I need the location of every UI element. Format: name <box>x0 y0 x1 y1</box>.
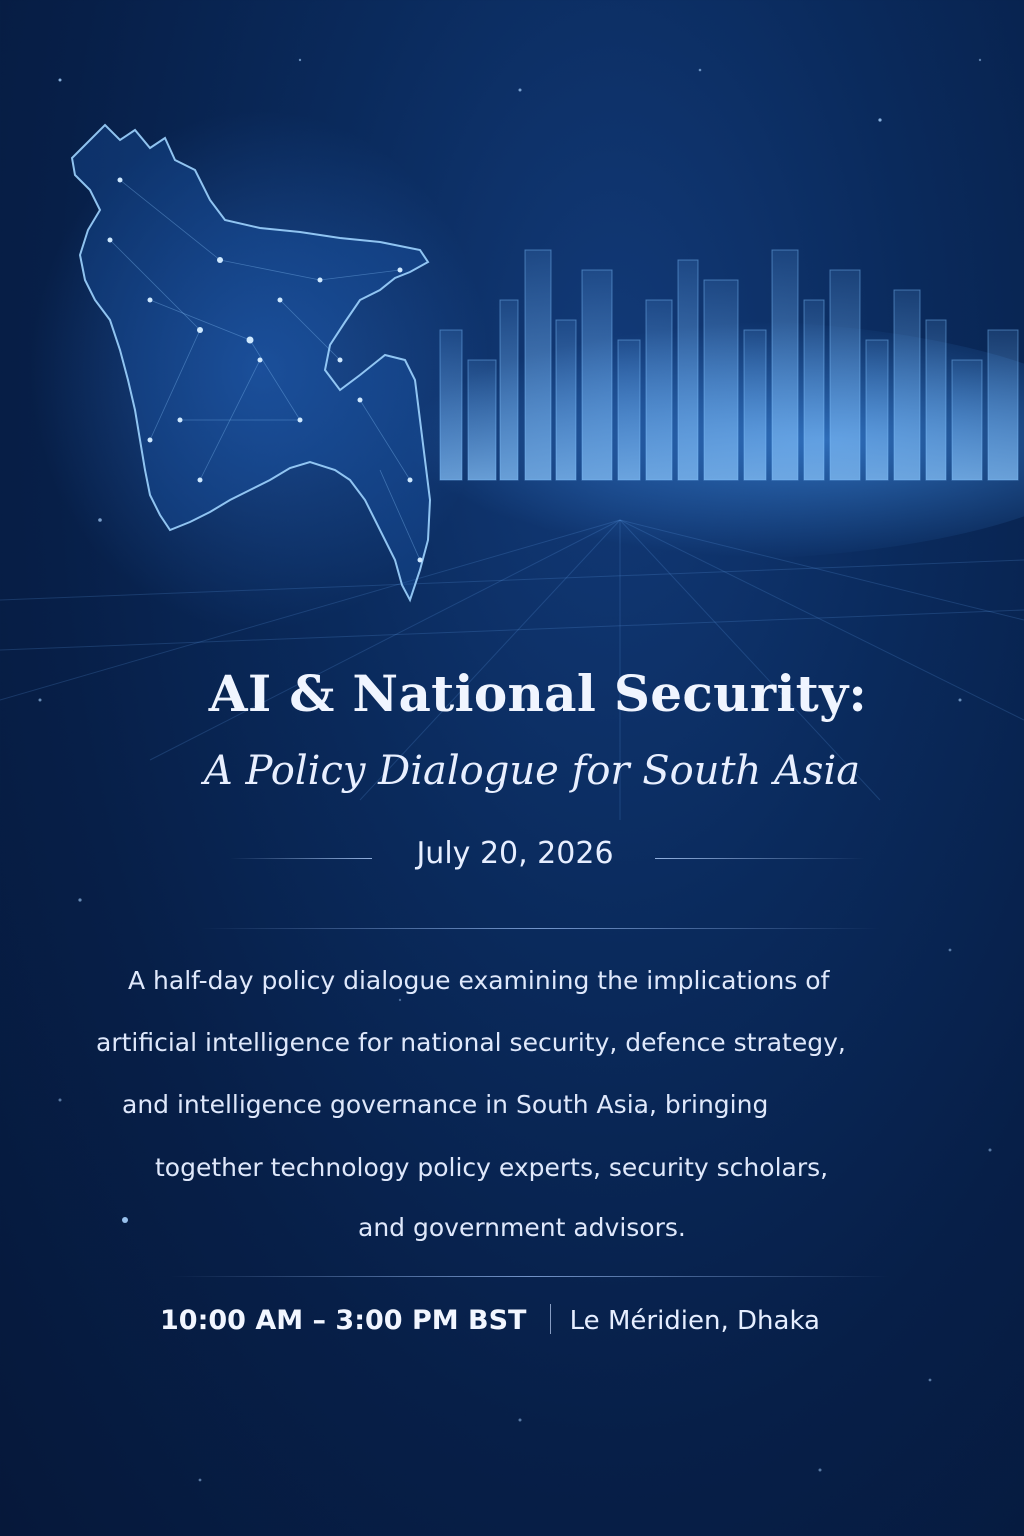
detail-separator <box>550 1304 551 1334</box>
section-divider-top <box>200 928 880 929</box>
event-title: AI & National Security: <box>208 664 868 723</box>
event-date: July 20, 2026 <box>416 836 614 871</box>
description-line: and government advisors. <box>358 1213 686 1242</box>
event-subtitle: A Policy Dialogue for South Asia <box>203 748 861 794</box>
description-line: together technology policy experts, security scholars, <box>155 1153 829 1182</box>
description-line: A half-day policy dialogue examining the implications of <box>128 966 830 995</box>
event-time: 10:00 AM – 3:00 PM BST <box>160 1305 527 1336</box>
event-details <box>160 1304 820 1344</box>
date-divider-right <box>655 858 865 859</box>
date-row <box>0 836 1024 880</box>
description-line: artificial intelligence for national security, defence strategy, <box>96 1028 846 1057</box>
section-divider-bottom <box>170 1276 890 1277</box>
event-venue: Le Méridien, Dhaka <box>569 1306 820 1336</box>
date-divider-left <box>230 858 372 859</box>
description-line: and intelligence governance in South Asia, bringing <box>122 1090 769 1119</box>
